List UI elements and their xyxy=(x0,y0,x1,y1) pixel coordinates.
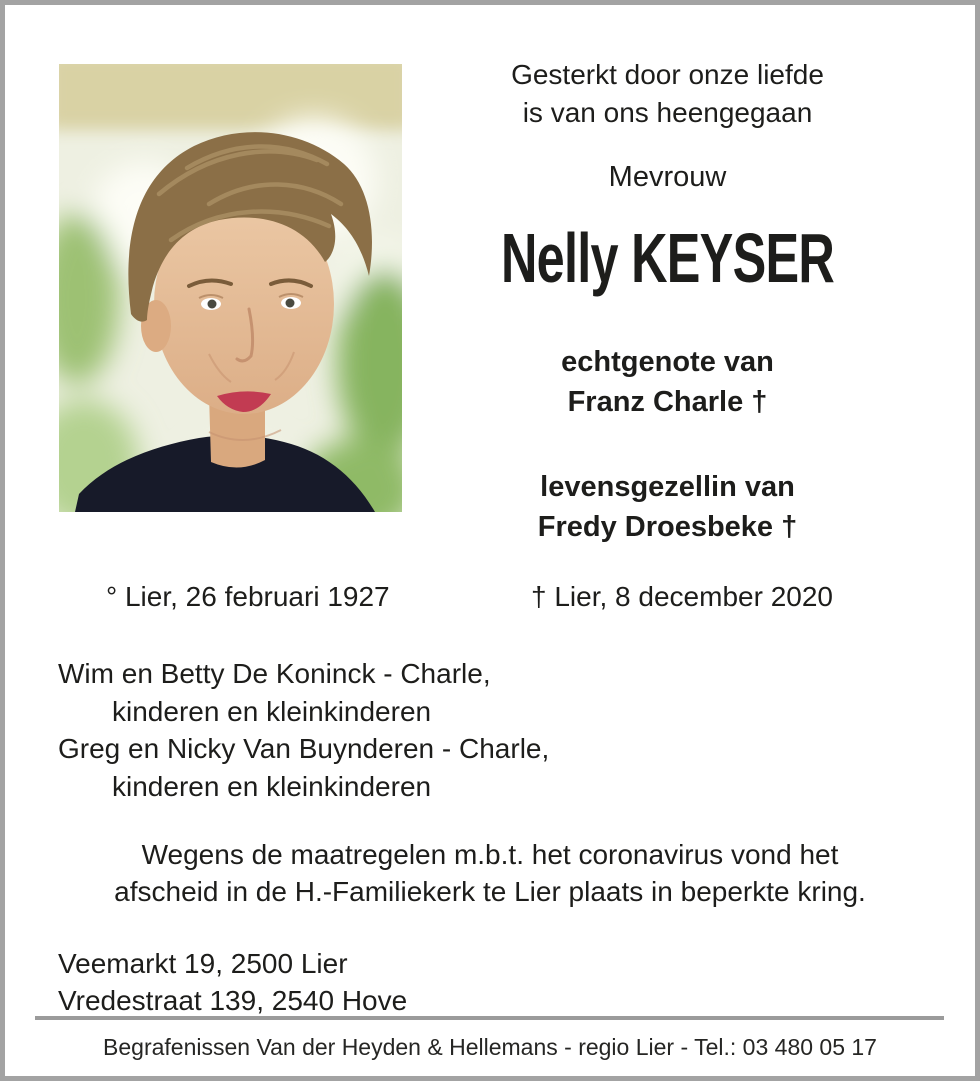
partner-block xyxy=(405,467,930,547)
partner-label: levensgezellin van xyxy=(540,471,795,503)
family-names: Greg en Nicky Van Buynderen - Charle, xyxy=(58,733,550,764)
announcement-column xyxy=(405,56,930,547)
intro-line-1: Gesterkt door onze liefde xyxy=(511,59,824,90)
deceased-name: Nelly KEYSER xyxy=(500,219,835,297)
spouse-label: echtgenote van xyxy=(561,346,774,378)
death-date: † Lier, 8 december 2020 xyxy=(531,581,833,612)
family-names: Wim en Betty De Koninck - Charle, xyxy=(58,658,491,689)
family-entry xyxy=(58,730,549,805)
covid-notice xyxy=(0,836,980,910)
intro-line-2: is van ons heengegaan xyxy=(522,97,813,128)
family-descendants: kinderen en kleinkinderen xyxy=(112,695,432,727)
salutation: Mevrouw xyxy=(608,161,727,193)
portrait-illustration xyxy=(59,64,402,512)
address-line: Veemarkt 19, 2500 Lier xyxy=(58,948,348,979)
covid-notice-line-2: afscheid in de H.-Familiekerk te Lier plaats in beperkte kring. xyxy=(114,876,866,907)
funeral-home-footer: Begrafenissen Van der Heyden & Hellemans - regio Lier - Tel.: 03 480 05 17 xyxy=(103,1034,877,1060)
spouse-name: Franz Charle † xyxy=(567,386,768,418)
family-descendants: kinderen en kleinkinderen xyxy=(112,770,432,802)
partner-name: Fredy Droesbeke † xyxy=(537,511,798,543)
portrait-photo xyxy=(59,64,402,512)
birth-date: ° Lier, 26 februari 1927 xyxy=(106,581,390,612)
address-line: Vredestraat 139, 2540 Hove xyxy=(58,985,408,1016)
intro-text xyxy=(405,56,930,132)
family-entry xyxy=(58,655,549,730)
spouse-block xyxy=(405,342,930,422)
divider-rule xyxy=(35,1016,944,1020)
covid-notice-line-1: Wegens de maatregelen m.b.t. het coronavirus vond het xyxy=(141,839,839,870)
address-block xyxy=(58,945,407,1019)
family-list xyxy=(58,655,549,805)
